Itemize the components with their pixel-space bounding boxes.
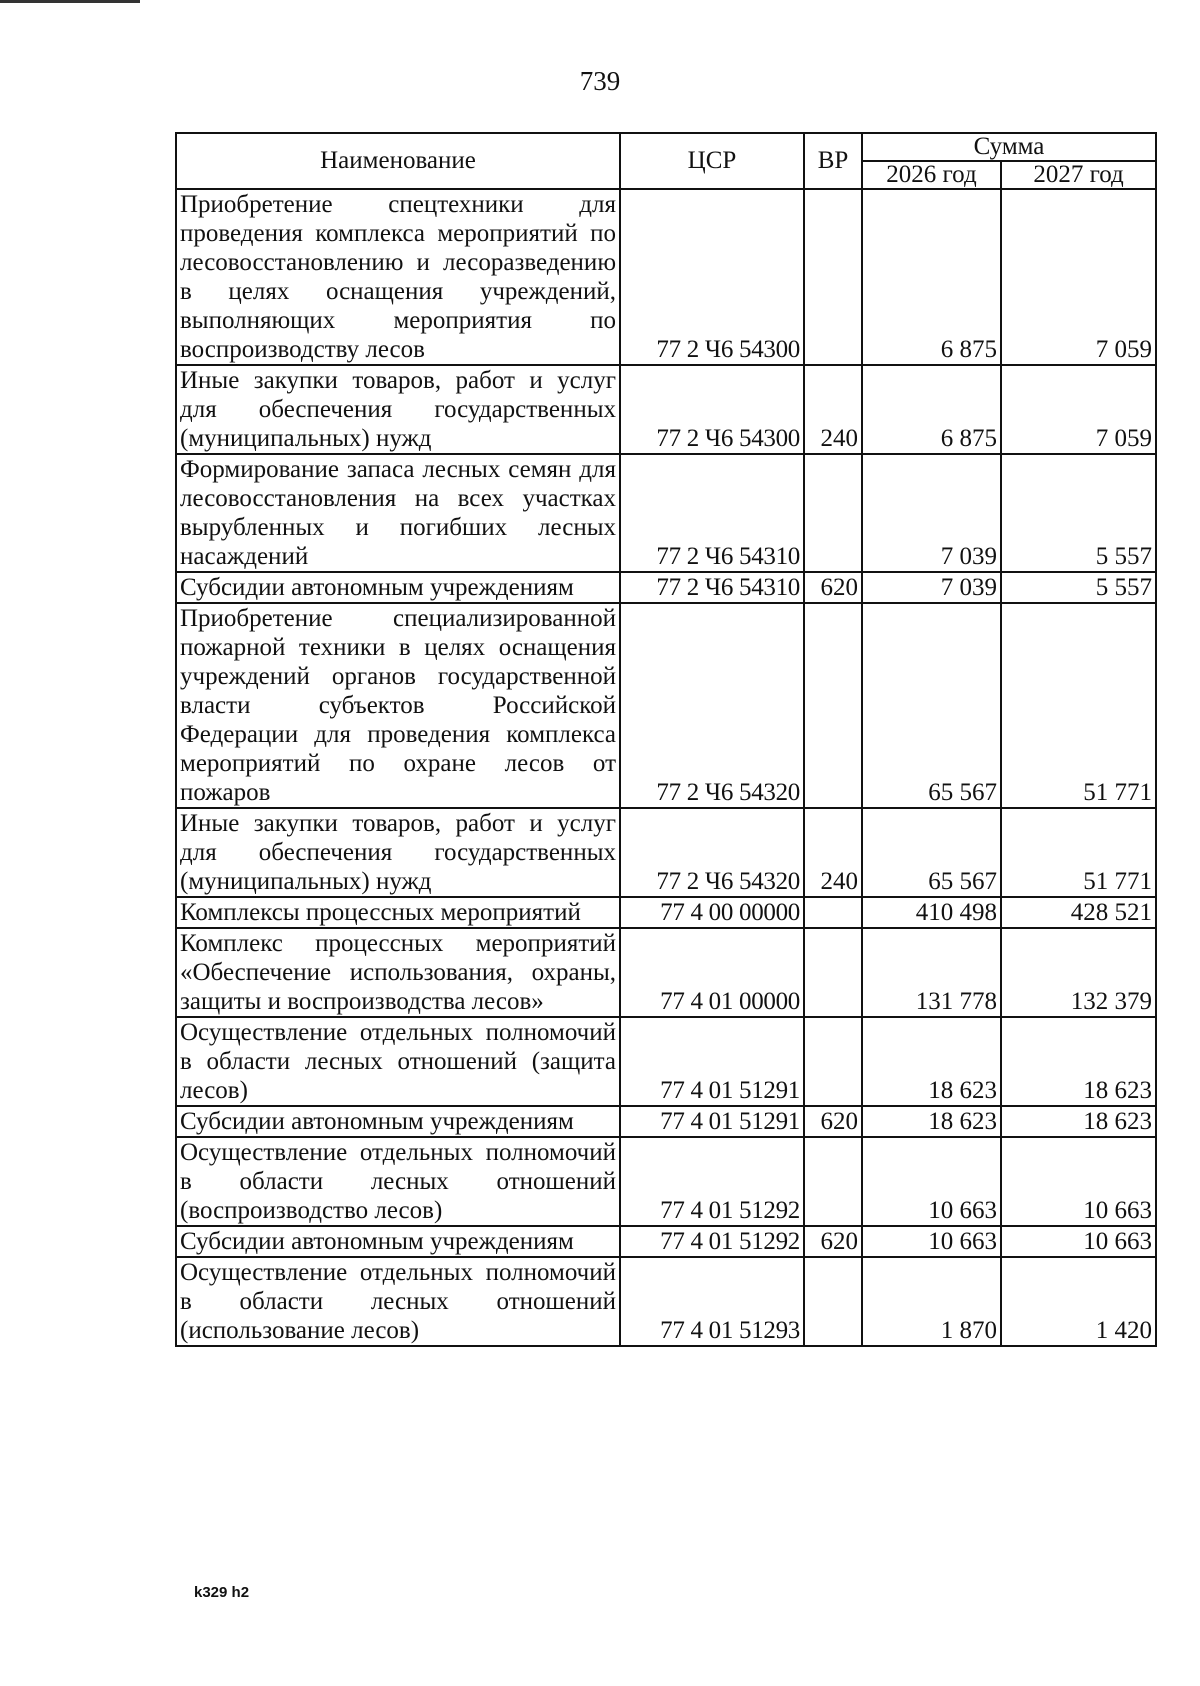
row-amount-2027: 51 771 <box>1001 808 1156 897</box>
scan-edge-line <box>0 0 140 3</box>
row-name: Осуществление отдельных полномочий в области лесных отношений (использование лесов) <box>176 1257 620 1346</box>
row-amount-2026: 6 875 <box>862 189 1001 365</box>
row-name: Иные закупки товаров, работ и услуг для обеспечения государственных (муниципальных) нужд <box>176 808 620 897</box>
header-code: ЦСР <box>620 133 804 189</box>
row-amount-2027: 1 420 <box>1001 1257 1156 1346</box>
row-vr: 620 <box>804 1226 862 1257</box>
row-amount-2026: 65 567 <box>862 808 1001 897</box>
row-code: 77 4 01 51292 <box>620 1226 804 1257</box>
row-vr <box>804 897 862 928</box>
header-vr: ВР <box>804 133 862 189</box>
table-row <box>176 1257 1156 1346</box>
table-row <box>176 189 1156 365</box>
row-code: 77 4 01 00000 <box>620 928 804 1017</box>
row-code: 77 2 Ч6 54300 <box>620 365 804 454</box>
table-row <box>176 454 1156 572</box>
row-name: Приобретение специализированной пожарной техники в целях оснащения учреждений органов государственной власти субъектов Российской Федерации для проведения комплекса мероприятий по охране лесов от пожаров <box>176 603 620 808</box>
table-row <box>176 928 1156 1017</box>
row-amount-2027: 5 557 <box>1001 454 1156 572</box>
table-body <box>176 189 1156 1346</box>
row-amount-2026: 10 663 <box>862 1226 1001 1257</box>
row-amount-2026: 10 663 <box>862 1137 1001 1226</box>
row-amount-2027: 51 771 <box>1001 603 1156 808</box>
row-vr <box>804 603 862 808</box>
row-vr <box>804 1017 862 1106</box>
row-name: Комплекс процессных мероприятий «Обеспечение использования, охраны, защиты и воспроизводства лесов» <box>176 928 620 1017</box>
row-vr <box>804 1257 862 1346</box>
header-sum: Сумма <box>862 133 1156 161</box>
header-name: Наименование <box>176 133 620 189</box>
row-vr: 620 <box>804 572 862 603</box>
row-amount-2027: 428 521 <box>1001 897 1156 928</box>
row-amount-2027: 18 623 <box>1001 1017 1156 1106</box>
row-amount-2026: 7 039 <box>862 572 1001 603</box>
row-name: Осуществление отдельных полномочий в области лесных отношений (воспроизводство лесов) <box>176 1137 620 1226</box>
row-amount-2027: 18 623 <box>1001 1106 1156 1137</box>
table-row <box>176 603 1156 808</box>
table-row <box>176 897 1156 928</box>
row-vr <box>804 189 862 365</box>
row-amount-2027: 5 557 <box>1001 572 1156 603</box>
row-amount-2026: 18 623 <box>862 1017 1001 1106</box>
row-code: 77 4 01 51291 <box>620 1106 804 1137</box>
table-row <box>176 572 1156 603</box>
row-code: 77 2 Ч6 54320 <box>620 603 804 808</box>
row-name: Субсидии автономным учреждениям <box>176 572 620 603</box>
row-name: Осуществление отдельных полномочий в области лесных отношений (защита лесов) <box>176 1017 620 1106</box>
row-amount-2026: 131 778 <box>862 928 1001 1017</box>
row-code: 77 4 01 51292 <box>620 1137 804 1226</box>
row-vr: 240 <box>804 365 862 454</box>
row-amount-2027: 7 059 <box>1001 189 1156 365</box>
row-code: 77 2 Ч6 54300 <box>620 189 804 365</box>
row-code: 77 2 Ч6 54310 <box>620 572 804 603</box>
header-year-2026: 2026 год <box>862 161 1001 189</box>
table-row <box>176 365 1156 454</box>
table-row <box>176 1017 1156 1106</box>
row-vr <box>804 1137 862 1226</box>
row-amount-2026: 6 875 <box>862 365 1001 454</box>
row-code: 77 2 Ч6 54310 <box>620 454 804 572</box>
row-name: Иные закупки товаров, работ и услуг для обеспечения государственных (муниципальных) нужд <box>176 365 620 454</box>
row-amount-2026: 1 870 <box>862 1257 1001 1346</box>
table-header <box>176 133 1156 189</box>
row-amount-2027: 7 059 <box>1001 365 1156 454</box>
row-amount-2026: 18 623 <box>862 1106 1001 1137</box>
row-vr <box>804 928 862 1017</box>
page-number: 739 <box>579 66 621 96</box>
table-row <box>176 1137 1156 1226</box>
row-vr: 240 <box>804 808 862 897</box>
row-amount-2026: 410 498 <box>862 897 1001 928</box>
footer-code: k329 h2 <box>194 1584 250 1601</box>
table-row <box>176 1106 1156 1137</box>
row-code: 77 4 01 51291 <box>620 1017 804 1106</box>
row-vr: 620 <box>804 1106 862 1137</box>
header-year-2027: 2027 год <box>1001 161 1156 189</box>
row-name: Формирование запаса лесных семян для лесовосстановления на всех участках вырубленных и погибших лесных насаждений <box>176 454 620 572</box>
row-amount-2026: 65 567 <box>862 603 1001 808</box>
row-name: Субсидии автономным учреждениям <box>176 1106 620 1137</box>
row-code: 77 4 00 00000 <box>620 897 804 928</box>
row-code: 77 2 Ч6 54320 <box>620 808 804 897</box>
budget-table <box>175 132 1157 1347</box>
row-amount-2027: 10 663 <box>1001 1226 1156 1257</box>
row-vr <box>804 454 862 572</box>
row-name: Комплексы процессных мероприятий <box>176 897 620 928</box>
row-name: Приобретение спецтехники для проведения комплекса мероприятий по лесовосстановлению и лесоразведению в целях оснащения учреждений, выполняющих мероприятия по воспроизводству лесов <box>176 189 620 365</box>
row-amount-2026: 7 039 <box>862 454 1001 572</box>
row-name: Субсидии автономным учреждениям <box>176 1226 620 1257</box>
row-amount-2027: 132 379 <box>1001 928 1156 1017</box>
row-code: 77 4 01 51293 <box>620 1257 804 1346</box>
table-row <box>176 808 1156 897</box>
table-row <box>176 1226 1156 1257</box>
row-amount-2027: 10 663 <box>1001 1137 1156 1226</box>
